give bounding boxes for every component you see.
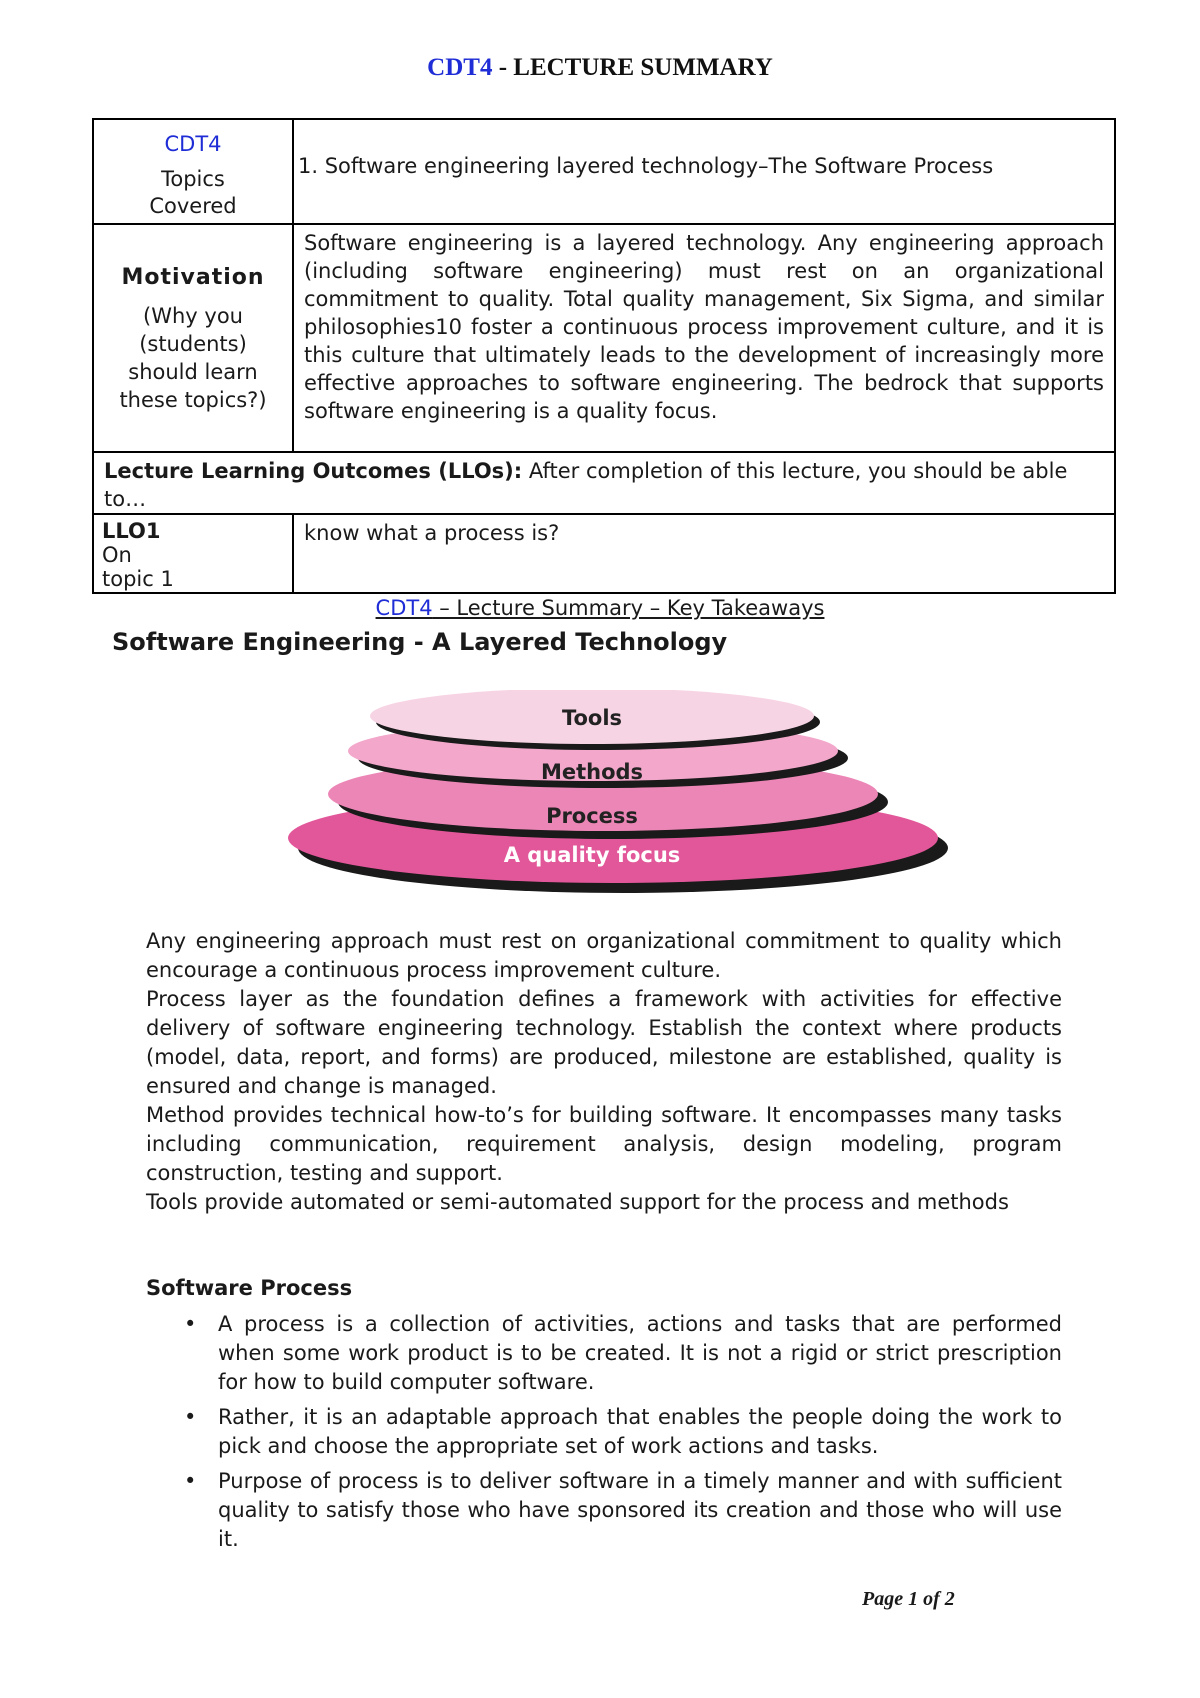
motivation-subtext-line: these topics?) (119, 388, 267, 412)
llo-header-label: Lecture Learning Outcomes (LLOs): (104, 459, 523, 483)
motivation-content: Software engineering is a layered technology. Any engineering approach (including software engineering) must rest on an organizational commitment to quality. Total quality management, Six Sigma, and similar philosophies10 foster a continuous process improvement culture, and it is this culture that ultimately leads to the development of increasingly more effective approaches to software engineering. The bedrock that supports software engineering is a quality focus. (304, 231, 1104, 423)
paragraph: Tools provide automated or semi-automated support for the process and methods (146, 1190, 1009, 1214)
motivation-subtext-line: (Why you (143, 304, 243, 328)
section-heading: Software Engineering - A Layered Technology (112, 628, 728, 656)
list-item (146, 1403, 1062, 1461)
llo-header-cell (93, 452, 1115, 514)
topics-label-line: Topics (161, 167, 225, 191)
bullet-icon: • (184, 1405, 197, 1429)
motivation-label-cell (93, 224, 293, 452)
topics-content-cell (293, 119, 1115, 224)
motivation-subtext (94, 302, 292, 414)
motivation-subtext-line: (students) (139, 332, 247, 356)
llo-header-row (93, 452, 1115, 514)
methods-label: Methods (540, 760, 644, 784)
key-takeaways-heading (0, 596, 1200, 620)
llo-header-text: After completion of this lecture, you should be able to… (104, 459, 1068, 511)
takeaways-course-code: CDT4 (375, 596, 433, 620)
paragraph: Method provides technical how-to’s for building software. It encompasses many tasks including communication, requirement analysis, design modeling, program construction, testing and support. (146, 1103, 1062, 1185)
llo1-row (93, 514, 1115, 593)
page-title (0, 54, 1200, 82)
list-item (146, 1310, 1062, 1397)
bullet-icon: • (184, 1469, 197, 1493)
motivation-heading: Motivation (121, 265, 265, 290)
title-course-code: CDT4 (427, 54, 493, 81)
list-item-text: Purpose of process is to deliver software in a timely manner and with sufficient quality to satisfy those who have sponsored its creation and those who will use it. (218, 1469, 1062, 1551)
layered-technology-diagram (240, 690, 960, 905)
motivation-subtext-line: should learn (128, 360, 258, 384)
llo1-content: know what a process is? (304, 521, 560, 545)
bullet-icon: • (184, 1312, 197, 1336)
topics-label-cell (93, 119, 293, 224)
total-pages: 2 (944, 1588, 955, 1610)
motivation-content-cell (293, 224, 1115, 452)
current-page: 1 (908, 1588, 919, 1610)
title-text: - LECTURE SUMMARY (492, 54, 773, 81)
list-item-text: A process is a collection of activities, actions and tasks that are performed when some work product is to be created. It is not a rigid or strict prescription for how to build computer software. (218, 1312, 1062, 1394)
layered-tech-explanation (146, 927, 1062, 1217)
llo1-label-line: On (102, 543, 132, 567)
topics-label (94, 166, 292, 220)
topics-content: 1. Software engineering layered technology–The Software Process (298, 154, 994, 178)
llo1-content-cell (293, 514, 1115, 593)
page-word: Page (862, 1588, 904, 1610)
topics-course-code: CDT4 (164, 132, 222, 156)
llo1-label-line: topic 1 (102, 567, 174, 591)
page-number (862, 1588, 955, 1611)
summary-table (92, 118, 1116, 594)
list-item-text: Rather, it is an adaptable approach that enables the people doing the work to pick and choose the appropriate set of work actions and tasks. (218, 1405, 1062, 1458)
quality-focus-label: A quality focus (503, 843, 681, 867)
paragraph: Any engineering approach must rest on organizational commitment to quality which encourage a continuous process improvement culture. (146, 929, 1062, 982)
takeaways-text: – Lecture Summary – Key Takeaways (432, 596, 825, 620)
software-process-list (146, 1310, 1062, 1560)
software-process-heading: Software Process (146, 1276, 353, 1300)
motivation-row (93, 224, 1115, 452)
of-word: of (923, 1588, 940, 1610)
paragraph: Process layer as the foundation defines a framework with activities for effective delivery of software engineering technology. Establish the context where products (model, data, report, and forms) are produced, milestone are established, quality is ensured and change is managed. (146, 987, 1062, 1098)
topics-row (93, 119, 1115, 224)
list-item (146, 1467, 1062, 1554)
llo1-id: LLO1 (102, 519, 161, 543)
tools-label: Tools (561, 706, 623, 730)
llo1-label-cell (93, 514, 293, 593)
process-label: Process (546, 804, 638, 828)
topics-label-line: Covered (149, 194, 237, 218)
